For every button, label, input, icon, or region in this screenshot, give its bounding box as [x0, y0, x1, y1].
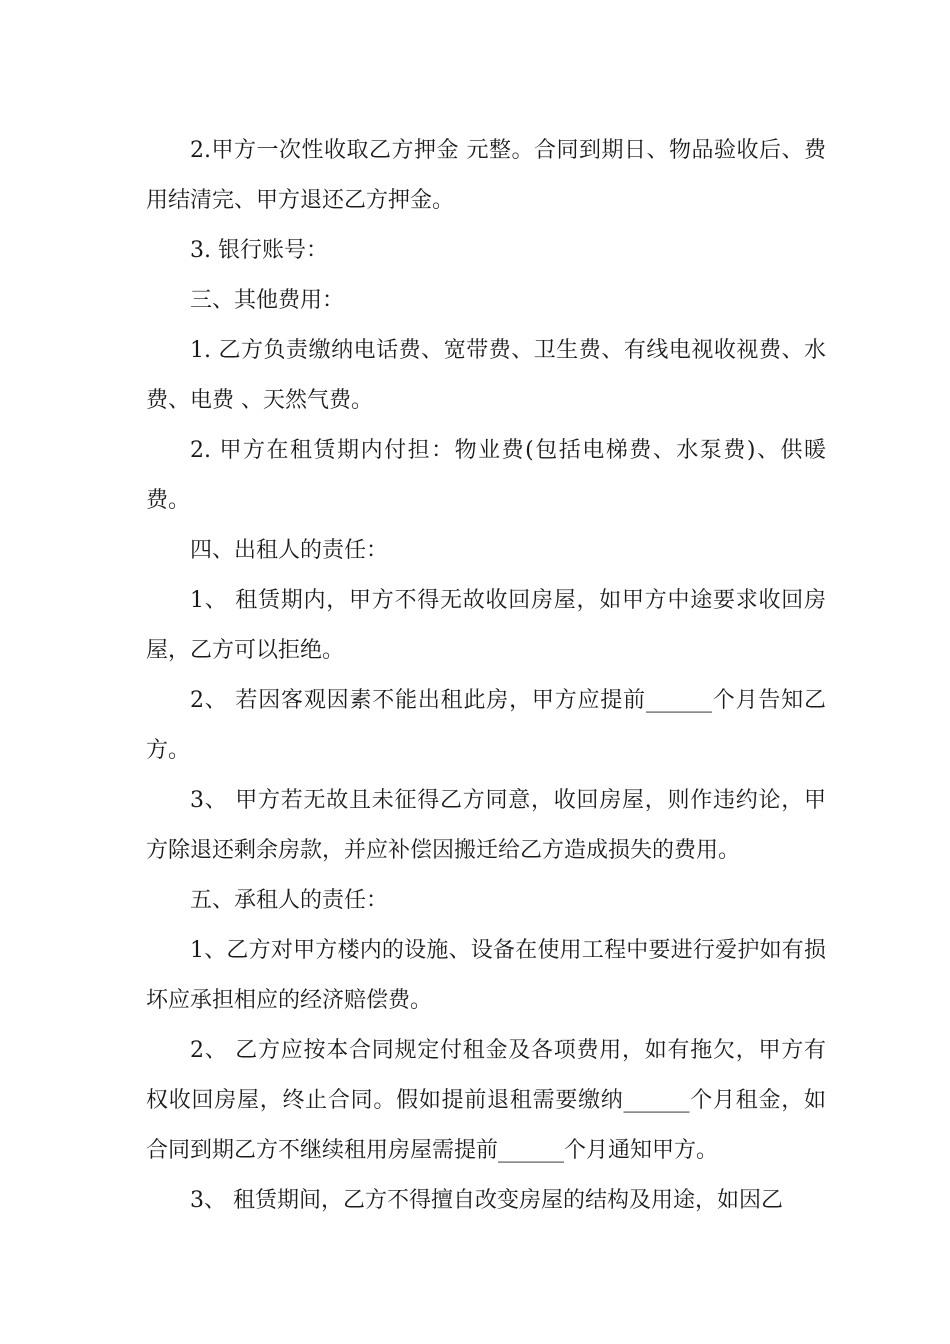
paragraph-tenant-fees: 1. 乙方负责缴纳电话费、宽带费、卫生费、有线电视收视费、水费、电费 、天然气费。 — [146, 338, 826, 413]
paragraph-landlord-duty-1: 1、 租赁期内，甲方不得无故收回房屋，如甲方中途要求收回房屋，乙方可以拒绝。 — [146, 588, 826, 663]
paragraph-tenant-duty-1: 1、乙方对甲方楼内的设施、设备在使用工程中要进行爱护如有损坏应承担相应的经济赔偿费。 — [146, 938, 826, 1013]
section-heading-landlord-duties: 四、出租人的责任： — [190, 538, 389, 563]
section-heading-tenant-duties: 五、承租人的责任： — [190, 888, 389, 913]
paragraph-tenant-duty-2: 2、 乙方应按本合同规定付租金及各项费用，如有拖欠，甲方有权收回房屋，终止合同。假如提前退租需要缴纳______个月租金，如合同到期乙方不继续租用房屋需提前______个月通知甲方。 — [146, 1038, 826, 1163]
paragraph-deposit: 2.甲方一次性收取乙方押金 元整。合同到期日、物品验收后、费用结清完、甲方退还乙方押金。 — [146, 138, 826, 213]
document-body — [146, 126, 826, 1226]
section-heading-other-fees: 三、其他费用： — [190, 288, 345, 313]
paragraph-tenant-duty-3: 3、 租赁期间，乙方不得擅自改变房屋的结构及用途，如因乙 — [190, 1188, 783, 1213]
paragraph-bank-account: 3. 银行账号： — [190, 238, 328, 263]
paragraph-landlord-duty-2: 2、 若因客观因素不能出租此房，甲方应提前______个月告知乙方。 — [146, 688, 826, 763]
paragraph-landlord-duty-3: 3、 甲方若无故且未征得乙方同意，收回房屋，则作违约论，甲方除退还剩余房款，并应补偿因搬迁给乙方造成损失的费用。 — [146, 788, 826, 863]
paragraph-landlord-fees: 2. 甲方在租赁期内付担：物业费(包括电梯费、水泵费)、供暖费。 — [146, 438, 826, 513]
